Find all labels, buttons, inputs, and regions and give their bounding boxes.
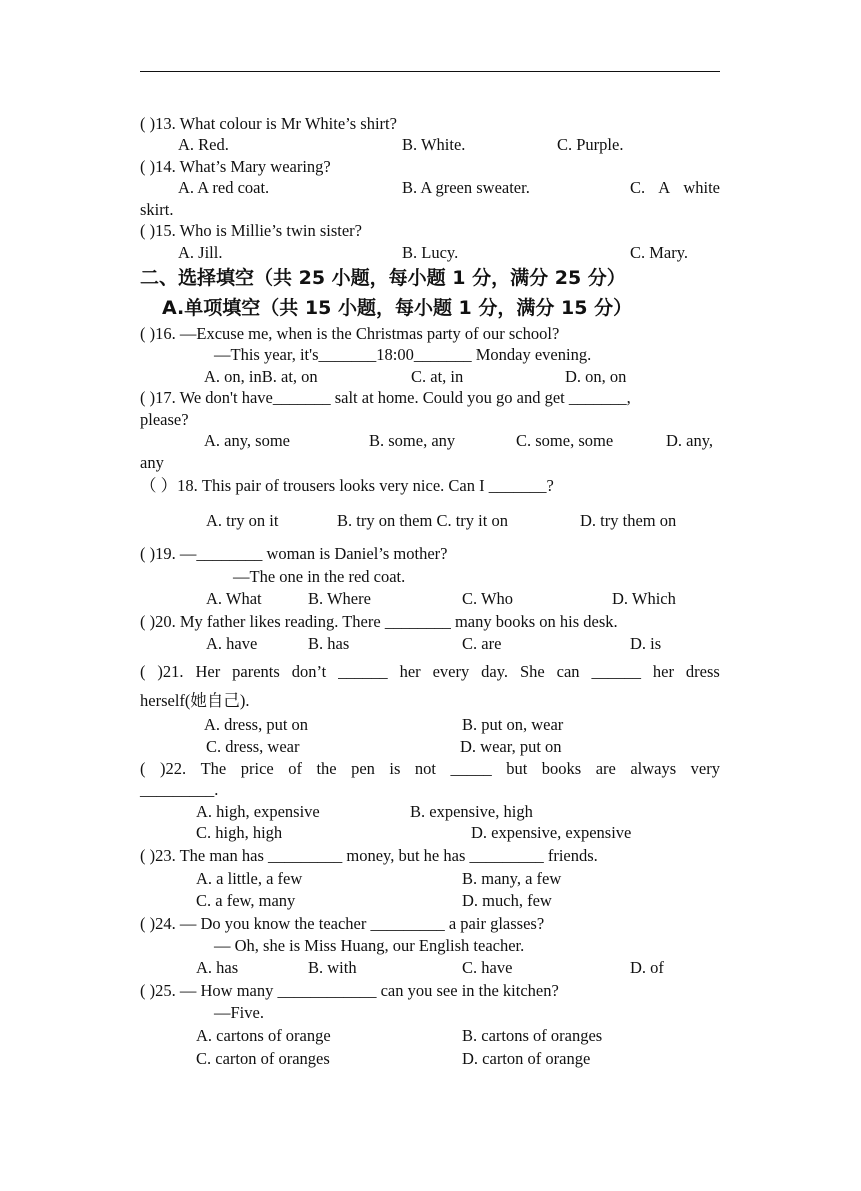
q21-word: parents [232, 662, 280, 681]
q15-option-c: C. Mary. [630, 243, 689, 262]
q19-option-b: B. Where [308, 589, 371, 608]
q21-word: ______ [338, 662, 388, 681]
q20-stem: ( )20. My father likes reading. There ________ many books on his desk. [140, 612, 618, 631]
section-sub-heading: A.单项填空（共 15 小题，每小题 1 分，满分 15 分） [162, 297, 633, 319]
q22-word: is [389, 759, 401, 778]
q24-line2: — Oh, she is Miss Huang, our English teacher. [214, 936, 525, 955]
q24-stem: ( )24. — Do you know the teacher _________ a pair glasses? [140, 914, 545, 933]
q22-option-b: B. expensive, high [410, 802, 533, 821]
q16-option-d: D. on, on [565, 367, 627, 386]
q22-word: ( [140, 759, 146, 778]
q14-stem: ( )14. What’s Mary wearing? [140, 157, 331, 176]
q17-option-d-wrap: any [140, 453, 164, 472]
q16-option-c: C. at, in [411, 367, 464, 386]
q21-word: She [519, 662, 545, 681]
q21-option-d: D. wear, put on [460, 737, 562, 756]
q20-option-b: B. has [308, 634, 350, 653]
q18-stem: （ ）18. This pair of trousers looks very nice. Can I _______? [140, 476, 554, 495]
q24-option-c: C. have [462, 958, 513, 977]
q19-option-a: A. What [206, 589, 262, 608]
q21-word: day. [481, 662, 509, 681]
q24-option-d: D. of [630, 958, 664, 977]
q22-word: books [541, 759, 582, 778]
q22-word: very [690, 759, 720, 778]
q22-word: )22. [159, 759, 187, 778]
q18-option-d: D. try them on [580, 511, 677, 530]
q19-stem: ( )19. —________ woman is Daniel’s mother? [140, 544, 448, 563]
q21-word: ______ [591, 662, 641, 681]
q17-option-c: C. some, some [516, 431, 614, 450]
q25-stem: ( )25. — How many ____________ can you see in the kitchen? [140, 981, 559, 1000]
q22-option-d: D. expensive, expensive [471, 823, 632, 842]
q17-stem-wrap: please? [140, 410, 189, 429]
q15-stem: ( )15. Who is Millie’s twin sister? [140, 221, 362, 240]
q25-option-d: D. carton of orange [462, 1049, 591, 1068]
q17-stem: ( )17. We don't have_______ salt at home. Could you go and get _______, [140, 388, 631, 407]
q24-option-a: A. has [196, 958, 239, 977]
q21-option-b: B. put on, wear [462, 715, 564, 734]
q18-option-a: A. try on it [206, 511, 279, 530]
q22-word: price [240, 759, 274, 778]
q14-option-c-word: white [683, 178, 720, 197]
q22-word: The [200, 759, 227, 778]
q14-option-c [630, 178, 720, 198]
q22-word: not [414, 759, 436, 778]
q13-option-a: A. Red. [178, 135, 229, 154]
q21-word: don’t [291, 662, 327, 681]
q21-word: every [432, 662, 470, 681]
section-heading: 二、选择填空（共 25 小题，每小题 1 分，满分 25 分） [140, 267, 626, 289]
q14-option-c-wrap: skirt. [140, 200, 174, 219]
q22-word: always [630, 759, 677, 778]
q22-word: pen [351, 759, 375, 778]
q13-stem: ( )13. What colour is Mr White’s shirt? [140, 114, 397, 133]
q22-word: _____ [450, 759, 492, 778]
q18-option-bc: B. try on them C. try it on [337, 511, 508, 530]
q16-option-ab: A. on, inB. at, on [204, 367, 318, 386]
q21-word: her [652, 662, 674, 681]
q19-line2: —The one in the red coat. [233, 567, 406, 586]
q21-word: her [399, 662, 421, 681]
q13-option-b: B. White. [402, 135, 466, 154]
q22-word: are [595, 759, 616, 778]
q14-option-a: A. A red coat. [178, 178, 270, 197]
q21-word: ( [140, 662, 146, 681]
q25-option-a: A. cartons of orange [196, 1026, 331, 1045]
q21-stem-wrap: herself(她自己). [140, 691, 250, 710]
q22-word: the [316, 759, 337, 778]
header-rule [140, 71, 720, 72]
q21-option-a: A. dress, put on [204, 715, 309, 734]
q24-option-b: B. with [308, 958, 357, 977]
q14-option-b: B. A green sweater. [402, 178, 530, 197]
q22-word: of [288, 759, 302, 778]
q14-option-c-word: C. [630, 178, 646, 197]
q21-stem [140, 662, 720, 682]
q23-stem: ( )23. The man has _________ money, but he has _________ friends. [140, 846, 598, 865]
q17-option-a: A. any, some [204, 431, 290, 450]
q20-option-a: A. have [206, 634, 258, 653]
q17-option-b: B. some, any [369, 431, 456, 450]
q22-stem [140, 759, 720, 779]
q22-option-c: C. high, high [196, 823, 283, 842]
q23-option-b: B. many, a few [462, 869, 562, 888]
q15-option-b: B. Lucy. [402, 243, 459, 262]
q22-option-a: A. high, expensive [196, 802, 320, 821]
q16-line2: —This year, it's_______18:00_______ Monday evening. [214, 345, 592, 364]
q23-option-a: A. a little, a few [196, 869, 303, 888]
q15-option-a: A. Jill. [178, 243, 223, 262]
q25-option-c: C. carton of oranges [196, 1049, 330, 1068]
q20-option-d: D. is [630, 634, 662, 653]
q22-word: but [506, 759, 528, 778]
q21-word: Her [195, 662, 221, 681]
q14-option-c-word: A [658, 178, 671, 197]
q20-option-c: C. are [462, 634, 502, 653]
q23-option-d: D. much, few [462, 891, 552, 910]
q25-option-b: B. cartons of oranges [462, 1026, 603, 1045]
q23-option-c: C. a few, many [196, 891, 296, 910]
q19-option-d: D. Which [612, 589, 676, 608]
q22-stem-wrap: _________. [140, 780, 219, 799]
q17-option-d: D. any, [666, 431, 714, 450]
q21-word: )21. [157, 662, 184, 681]
q13-option-c: C. Purple. [557, 135, 624, 154]
q25-line2: —Five. [214, 1003, 264, 1022]
q21-word: can [556, 662, 580, 681]
q21-option-c: C. dress, wear [206, 737, 300, 756]
q21-word: dress [685, 662, 720, 681]
q19-option-c: C. Who [462, 589, 514, 608]
q16-stem: ( )16. —Excuse me, when is the Christmas party of our school? [140, 324, 560, 343]
